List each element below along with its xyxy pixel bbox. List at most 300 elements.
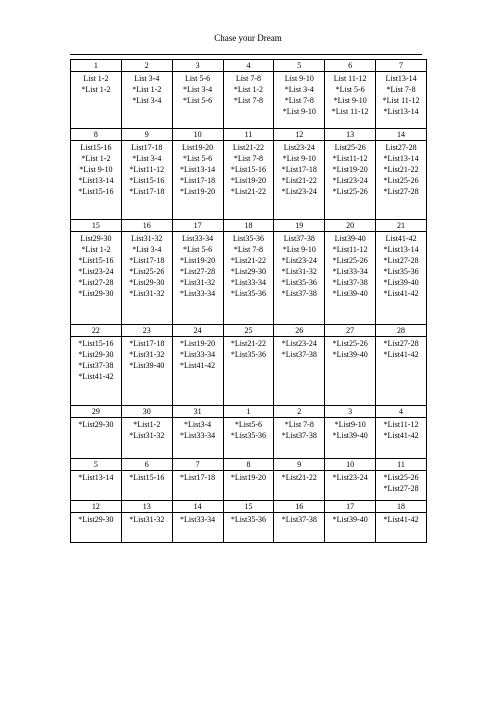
day-number: 13: [122, 501, 172, 513]
day-number: 17: [325, 501, 375, 513]
day-cell: [274, 501, 325, 543]
calendar-body: [71, 60, 427, 543]
list-entries: [122, 418, 172, 441]
list-entry: *List33-34: [180, 289, 216, 298]
list-entry: List37-38: [283, 234, 315, 243]
list-entry: *List 1-2: [132, 85, 162, 94]
list-entry: *List31-32: [129, 289, 165, 298]
list-entry: *List 3-4: [183, 85, 213, 94]
list-entry: *List37-38: [281, 350, 317, 359]
day-number: 5: [71, 459, 121, 471]
week-row: [71, 220, 427, 325]
list-entries: [376, 337, 426, 360]
day-cell: [172, 406, 223, 459]
day-number: 12: [274, 129, 324, 141]
day-cell: [172, 220, 223, 325]
list-entry: *List15-16: [230, 165, 266, 174]
list-entry: *List11-12: [129, 165, 165, 174]
list-entry: *List25-26: [332, 256, 368, 265]
list-entries: [274, 141, 324, 197]
day-cell: [376, 459, 427, 501]
list-entries: [325, 418, 375, 441]
list-entries: [325, 232, 375, 299]
list-entry: *List23-24: [78, 267, 114, 276]
list-entry: *List35-36: [281, 278, 317, 287]
day-number: 20: [325, 220, 375, 232]
list-entry: *List23-24: [332, 473, 368, 482]
list-entry: *List15-16: [78, 187, 114, 196]
list-entry: *List29-30: [129, 278, 165, 287]
list-entry: *List31-32: [281, 267, 317, 276]
day-cell: [172, 459, 223, 501]
list-entry: *List21-22: [383, 165, 419, 174]
list-entry: *List 5-6: [183, 96, 213, 105]
review-calendar-table: [70, 59, 427, 543]
day-cell: [223, 406, 274, 459]
list-entry: *List11-12: [383, 420, 419, 429]
list-entry: *List35-36: [230, 350, 266, 359]
list-entries: [224, 337, 274, 360]
list-entry: *List39-40: [332, 289, 368, 298]
day-cell: [325, 325, 376, 406]
list-entry: *List23-24: [281, 187, 317, 196]
day-number: 1: [71, 60, 121, 72]
list-entries: [224, 471, 274, 483]
list-entry: *List19-20: [230, 176, 266, 185]
list-entry: *List33-34: [180, 350, 216, 359]
day-number: 9: [122, 129, 172, 141]
day-number: 17: [173, 220, 223, 232]
day-cell: [223, 220, 274, 325]
list-entries: [173, 471, 223, 483]
day-number: 3: [325, 406, 375, 418]
list-entries: [224, 232, 274, 299]
list-entry: *List15-16: [78, 256, 114, 265]
list-entries: [224, 72, 274, 106]
list-entry: *List13-14: [78, 176, 114, 185]
day-number: 14: [173, 501, 223, 513]
day-cell: [121, 325, 172, 406]
day-cell: [121, 406, 172, 459]
list-entry: *List41-42: [78, 372, 114, 381]
list-entry: *List41-42: [383, 431, 419, 440]
list-entries: [376, 72, 426, 117]
list-entry: *List35-36: [230, 289, 266, 298]
day-cell: [376, 325, 427, 406]
list-entry: *List19-20: [230, 473, 266, 482]
list-entry: *List29-30: [230, 267, 266, 276]
day-number: 6: [325, 60, 375, 72]
list-entries: [274, 471, 324, 483]
day-cell: [223, 129, 274, 220]
list-entry: *List3-4: [184, 420, 212, 429]
list-entry: *List41-42: [180, 361, 216, 370]
day-number: 23: [122, 325, 172, 337]
day-number: 4: [224, 60, 274, 72]
day-number: 12: [71, 501, 121, 513]
day-cell: [223, 325, 274, 406]
list-entry: *List 9-10: [282, 154, 316, 163]
list-entry: *List5-6: [234, 420, 262, 429]
day-cell: [121, 459, 172, 501]
list-entry: List15-16: [80, 143, 112, 152]
list-entry: *List13-14: [383, 245, 419, 254]
day-number: 9: [274, 459, 324, 471]
list-entry: *List27-28: [383, 339, 419, 348]
day-cell: [325, 501, 376, 543]
list-entry: *List37-38: [281, 515, 317, 524]
day-cell: [223, 459, 274, 501]
list-entry: *List39-40: [383, 278, 419, 287]
list-entry: *List 3-4: [132, 96, 162, 105]
list-entry: *List17-18: [180, 176, 216, 185]
list-entry: *List 1-2: [81, 154, 111, 163]
list-entry: *List27-28: [78, 278, 114, 287]
list-entry: *List41-42: [383, 289, 419, 298]
list-entry: *List41-42: [383, 515, 419, 524]
list-entry: *List19-20: [180, 187, 216, 196]
list-entry: *List37-38: [332, 278, 368, 287]
day-cell: [376, 60, 427, 129]
day-number: 31: [173, 406, 223, 418]
list-entry: *List27-28: [383, 187, 419, 196]
list-entry: *List17-18: [129, 339, 165, 348]
list-entry: *List13-14: [383, 154, 419, 163]
list-entries: [71, 72, 121, 95]
list-entries: [173, 72, 223, 106]
day-cell: [71, 501, 122, 543]
list-entry: List 11-12: [333, 74, 367, 83]
list-entries: [173, 513, 223, 525]
day-number: 11: [376, 459, 426, 471]
day-cell: [223, 60, 274, 129]
list-entry: *List23-24: [281, 256, 317, 265]
page-title: Chase your Dream: [214, 33, 282, 43]
day-number: 7: [173, 459, 223, 471]
list-entry: List33-34: [182, 234, 214, 243]
day-number: 21: [376, 220, 426, 232]
list-entry: *List17-18: [129, 187, 165, 196]
day-number: 24: [173, 325, 223, 337]
list-entry: *List 5-6: [183, 154, 213, 163]
list-entries: [122, 141, 172, 197]
list-entry: List41-42: [385, 234, 417, 243]
list-entries: [376, 141, 426, 197]
list-entry: *List 5-6: [183, 245, 213, 254]
list-entry: *List33-34: [230, 278, 266, 287]
list-entry: List29-30: [80, 234, 112, 243]
list-entry: *List27-28: [383, 256, 419, 265]
list-entry: *List39-40: [332, 515, 368, 524]
day-cell: [325, 60, 376, 129]
day-number: 18: [376, 501, 426, 513]
list-entries: [122, 337, 172, 371]
list-entry: *List 3-4: [284, 85, 314, 94]
list-entry: *List17-18: [281, 165, 317, 174]
list-entry: List21-22: [232, 143, 264, 152]
list-entry: List25-26: [334, 143, 366, 152]
list-entry: List 1-2: [83, 74, 109, 83]
list-entry: *List21-22: [230, 187, 266, 196]
list-entry: List 3-4: [134, 74, 160, 83]
day-number: 15: [224, 501, 274, 513]
day-cell: [325, 129, 376, 220]
week-row: [71, 501, 427, 543]
day-cell: [274, 459, 325, 501]
list-entry: *List19-20: [180, 339, 216, 348]
list-entries: [122, 72, 172, 106]
day-cell: [71, 129, 122, 220]
list-entry: *List19-20: [332, 165, 368, 174]
list-entry: *List21-22: [281, 473, 317, 482]
list-entries: [224, 513, 274, 525]
list-entry: List35-36: [232, 234, 264, 243]
list-entry: *List35-36: [383, 267, 419, 276]
list-entry: *List 9-10: [79, 165, 113, 174]
list-entry: *List19-20: [180, 256, 216, 265]
week-row: [71, 325, 427, 406]
day-number: 16: [274, 501, 324, 513]
list-entry: *List 3-4: [132, 245, 162, 254]
day-number: 2: [274, 406, 324, 418]
list-entries: [71, 141, 121, 197]
day-number: 18: [224, 220, 274, 232]
day-cell: [71, 406, 122, 459]
list-entries: [325, 337, 375, 360]
day-number: 1: [224, 406, 274, 418]
list-entry: *List25-26: [383, 176, 419, 185]
list-entries: [376, 471, 426, 494]
list-entries: [71, 471, 121, 483]
list-entries: [71, 418, 121, 430]
day-number: 8: [71, 129, 121, 141]
list-entry: List13-14: [385, 74, 417, 83]
list-entry: List31-32: [131, 234, 163, 243]
list-entries: [173, 337, 223, 371]
list-entry: *List37-38: [281, 289, 317, 298]
list-entry: *List 7-8: [386, 85, 416, 94]
list-entry: *List25-26: [129, 267, 165, 276]
day-cell: [274, 406, 325, 459]
day-cell: [274, 129, 325, 220]
list-entry: *List29-30: [78, 515, 114, 524]
list-entry: *List15-16: [129, 176, 165, 185]
day-cell: [172, 60, 223, 129]
list-entries: [274, 337, 324, 360]
list-entry: *List35-36: [230, 515, 266, 524]
day-number: 26: [274, 325, 324, 337]
list-entry: List 5-6: [185, 74, 211, 83]
day-number: 28: [376, 325, 426, 337]
day-number: 25: [224, 325, 274, 337]
week-row: [71, 406, 427, 459]
week-row: [71, 459, 427, 501]
list-entry: *List11-12: [332, 245, 368, 254]
list-entries: [274, 232, 324, 299]
day-number: 8: [224, 459, 274, 471]
list-entry: *List 9-10: [282, 107, 316, 116]
list-entry: *List 7-8: [233, 154, 263, 163]
list-entry: *List39-40: [129, 361, 165, 370]
list-entry: *List 7-8: [233, 96, 263, 105]
list-entry: *List23-24: [332, 176, 368, 185]
list-entries: [173, 232, 223, 299]
list-entry: *List31-32: [129, 515, 165, 524]
day-number: 3: [173, 60, 223, 72]
week-row: [71, 60, 427, 129]
list-entry: *List15-16: [78, 339, 114, 348]
list-entries: [71, 337, 121, 382]
list-entry: *List 11-12: [382, 96, 420, 105]
day-number: 10: [325, 459, 375, 471]
list-entry: *List37-38: [281, 431, 317, 440]
list-entry: *List31-32: [129, 350, 165, 359]
day-cell: [376, 129, 427, 220]
list-entry: *List27-28: [383, 484, 419, 493]
list-entry: *List17-18: [180, 473, 216, 482]
list-entry: *List33-34: [180, 515, 216, 524]
day-cell: [376, 501, 427, 543]
list-entries: [274, 513, 324, 525]
list-entries: [376, 232, 426, 299]
day-cell: [274, 325, 325, 406]
list-entries: [325, 141, 375, 197]
list-entries: [274, 72, 324, 117]
day-cell: [172, 325, 223, 406]
list-entry: *List29-30: [78, 350, 114, 359]
day-cell: [274, 220, 325, 325]
day-cell: [325, 220, 376, 325]
list-entry: List17-18: [131, 143, 163, 152]
list-entries: [325, 72, 375, 117]
list-entry: *List17-18: [129, 256, 165, 265]
list-entries: [173, 141, 223, 197]
list-entry: *List 7-8: [284, 420, 314, 429]
day-number: 16: [122, 220, 172, 232]
day-number: 19: [274, 220, 324, 232]
list-entry: *List 1-2: [81, 85, 111, 94]
day-number: 22: [71, 325, 121, 337]
list-entry: List 9-10: [284, 74, 314, 83]
list-entry: *List13-14: [383, 107, 419, 116]
list-entries: [325, 513, 375, 525]
day-cell: [376, 220, 427, 325]
list-entry: *List37-38: [78, 361, 114, 370]
list-entry: *List9-10: [334, 420, 366, 429]
list-entry: *List21-22: [230, 339, 266, 348]
list-entry: *List13-14: [180, 165, 216, 174]
list-entry: List19-20: [182, 143, 214, 152]
day-number: 15: [71, 220, 121, 232]
day-number: 27: [325, 325, 375, 337]
list-entry: *List31-32: [129, 431, 165, 440]
list-entry: *List25-26: [332, 187, 368, 196]
list-entry: List39-40: [334, 234, 366, 243]
list-entries: [71, 513, 121, 525]
list-entry: *List21-22: [281, 176, 317, 185]
list-entry: *List13-14: [78, 473, 114, 482]
list-entries: [274, 418, 324, 441]
list-entries: [224, 141, 274, 197]
list-entry: *List29-30: [78, 420, 114, 429]
list-entry: *List21-22: [230, 256, 266, 265]
list-entry: List 7-8: [235, 74, 261, 83]
list-entries: [325, 471, 375, 483]
day-number: 13: [325, 129, 375, 141]
day-number: 6: [122, 459, 172, 471]
list-entries: [122, 513, 172, 525]
list-entries: [122, 471, 172, 483]
list-entries: [71, 232, 121, 299]
day-cell: [223, 501, 274, 543]
list-entry: *List11-12: [332, 154, 368, 163]
week-row: [71, 129, 427, 220]
list-entries: [376, 418, 426, 441]
list-entry: *List33-34: [332, 267, 368, 276]
day-cell: [172, 501, 223, 543]
list-entry: *List25-26: [332, 339, 368, 348]
list-entry: *List 7-8: [284, 96, 314, 105]
day-cell: [121, 220, 172, 325]
list-entry: *List15-16: [129, 473, 165, 482]
list-entry: *List23-24: [281, 339, 317, 348]
list-entry: *List 11-12: [331, 107, 369, 116]
day-number: 4: [376, 406, 426, 418]
list-entry: *List29-30: [78, 289, 114, 298]
list-entry: List27-28: [385, 143, 417, 152]
list-entry: *List27-28: [180, 267, 216, 276]
list-entry: *List39-40: [332, 431, 368, 440]
day-number: 14: [376, 129, 426, 141]
list-entry: *List25-26: [383, 473, 419, 482]
day-number: 7: [376, 60, 426, 72]
day-number: 29: [71, 406, 121, 418]
day-cell: [71, 60, 122, 129]
day-cell: [172, 129, 223, 220]
day-cell: [71, 325, 122, 406]
list-entry: *List 1-2: [81, 245, 111, 254]
list-entries: [173, 418, 223, 441]
day-number: 5: [274, 60, 324, 72]
list-entry: *List 5-6: [335, 85, 365, 94]
day-cell: [325, 459, 376, 501]
list-entries: [224, 418, 274, 441]
list-entry: *List 9-10: [333, 96, 367, 105]
list-entry: *List39-40: [332, 350, 368, 359]
list-entries: [122, 232, 172, 299]
list-entry: *List 7-8: [233, 245, 263, 254]
day-cell: [121, 60, 172, 129]
list-entries: [376, 513, 426, 525]
list-entry: *List41-42: [383, 350, 419, 359]
day-number: 10: [173, 129, 223, 141]
list-entry: *List 9-10: [282, 245, 316, 254]
day-cell: [274, 60, 325, 129]
day-cell: [121, 129, 172, 220]
day-cell: [325, 406, 376, 459]
list-entry: *List33-34: [180, 431, 216, 440]
list-entry: *List 3-4: [132, 154, 162, 163]
list-entry: *List35-36: [230, 431, 266, 440]
day-cell: [71, 220, 122, 325]
day-number: 11: [224, 129, 274, 141]
day-number: 2: [122, 60, 172, 72]
list-entry: *List 1-2: [233, 85, 263, 94]
list-entry: List23-24: [283, 143, 315, 152]
day-cell: [121, 501, 172, 543]
day-cell: [376, 406, 427, 459]
list-entry: *List1-2: [133, 420, 161, 429]
